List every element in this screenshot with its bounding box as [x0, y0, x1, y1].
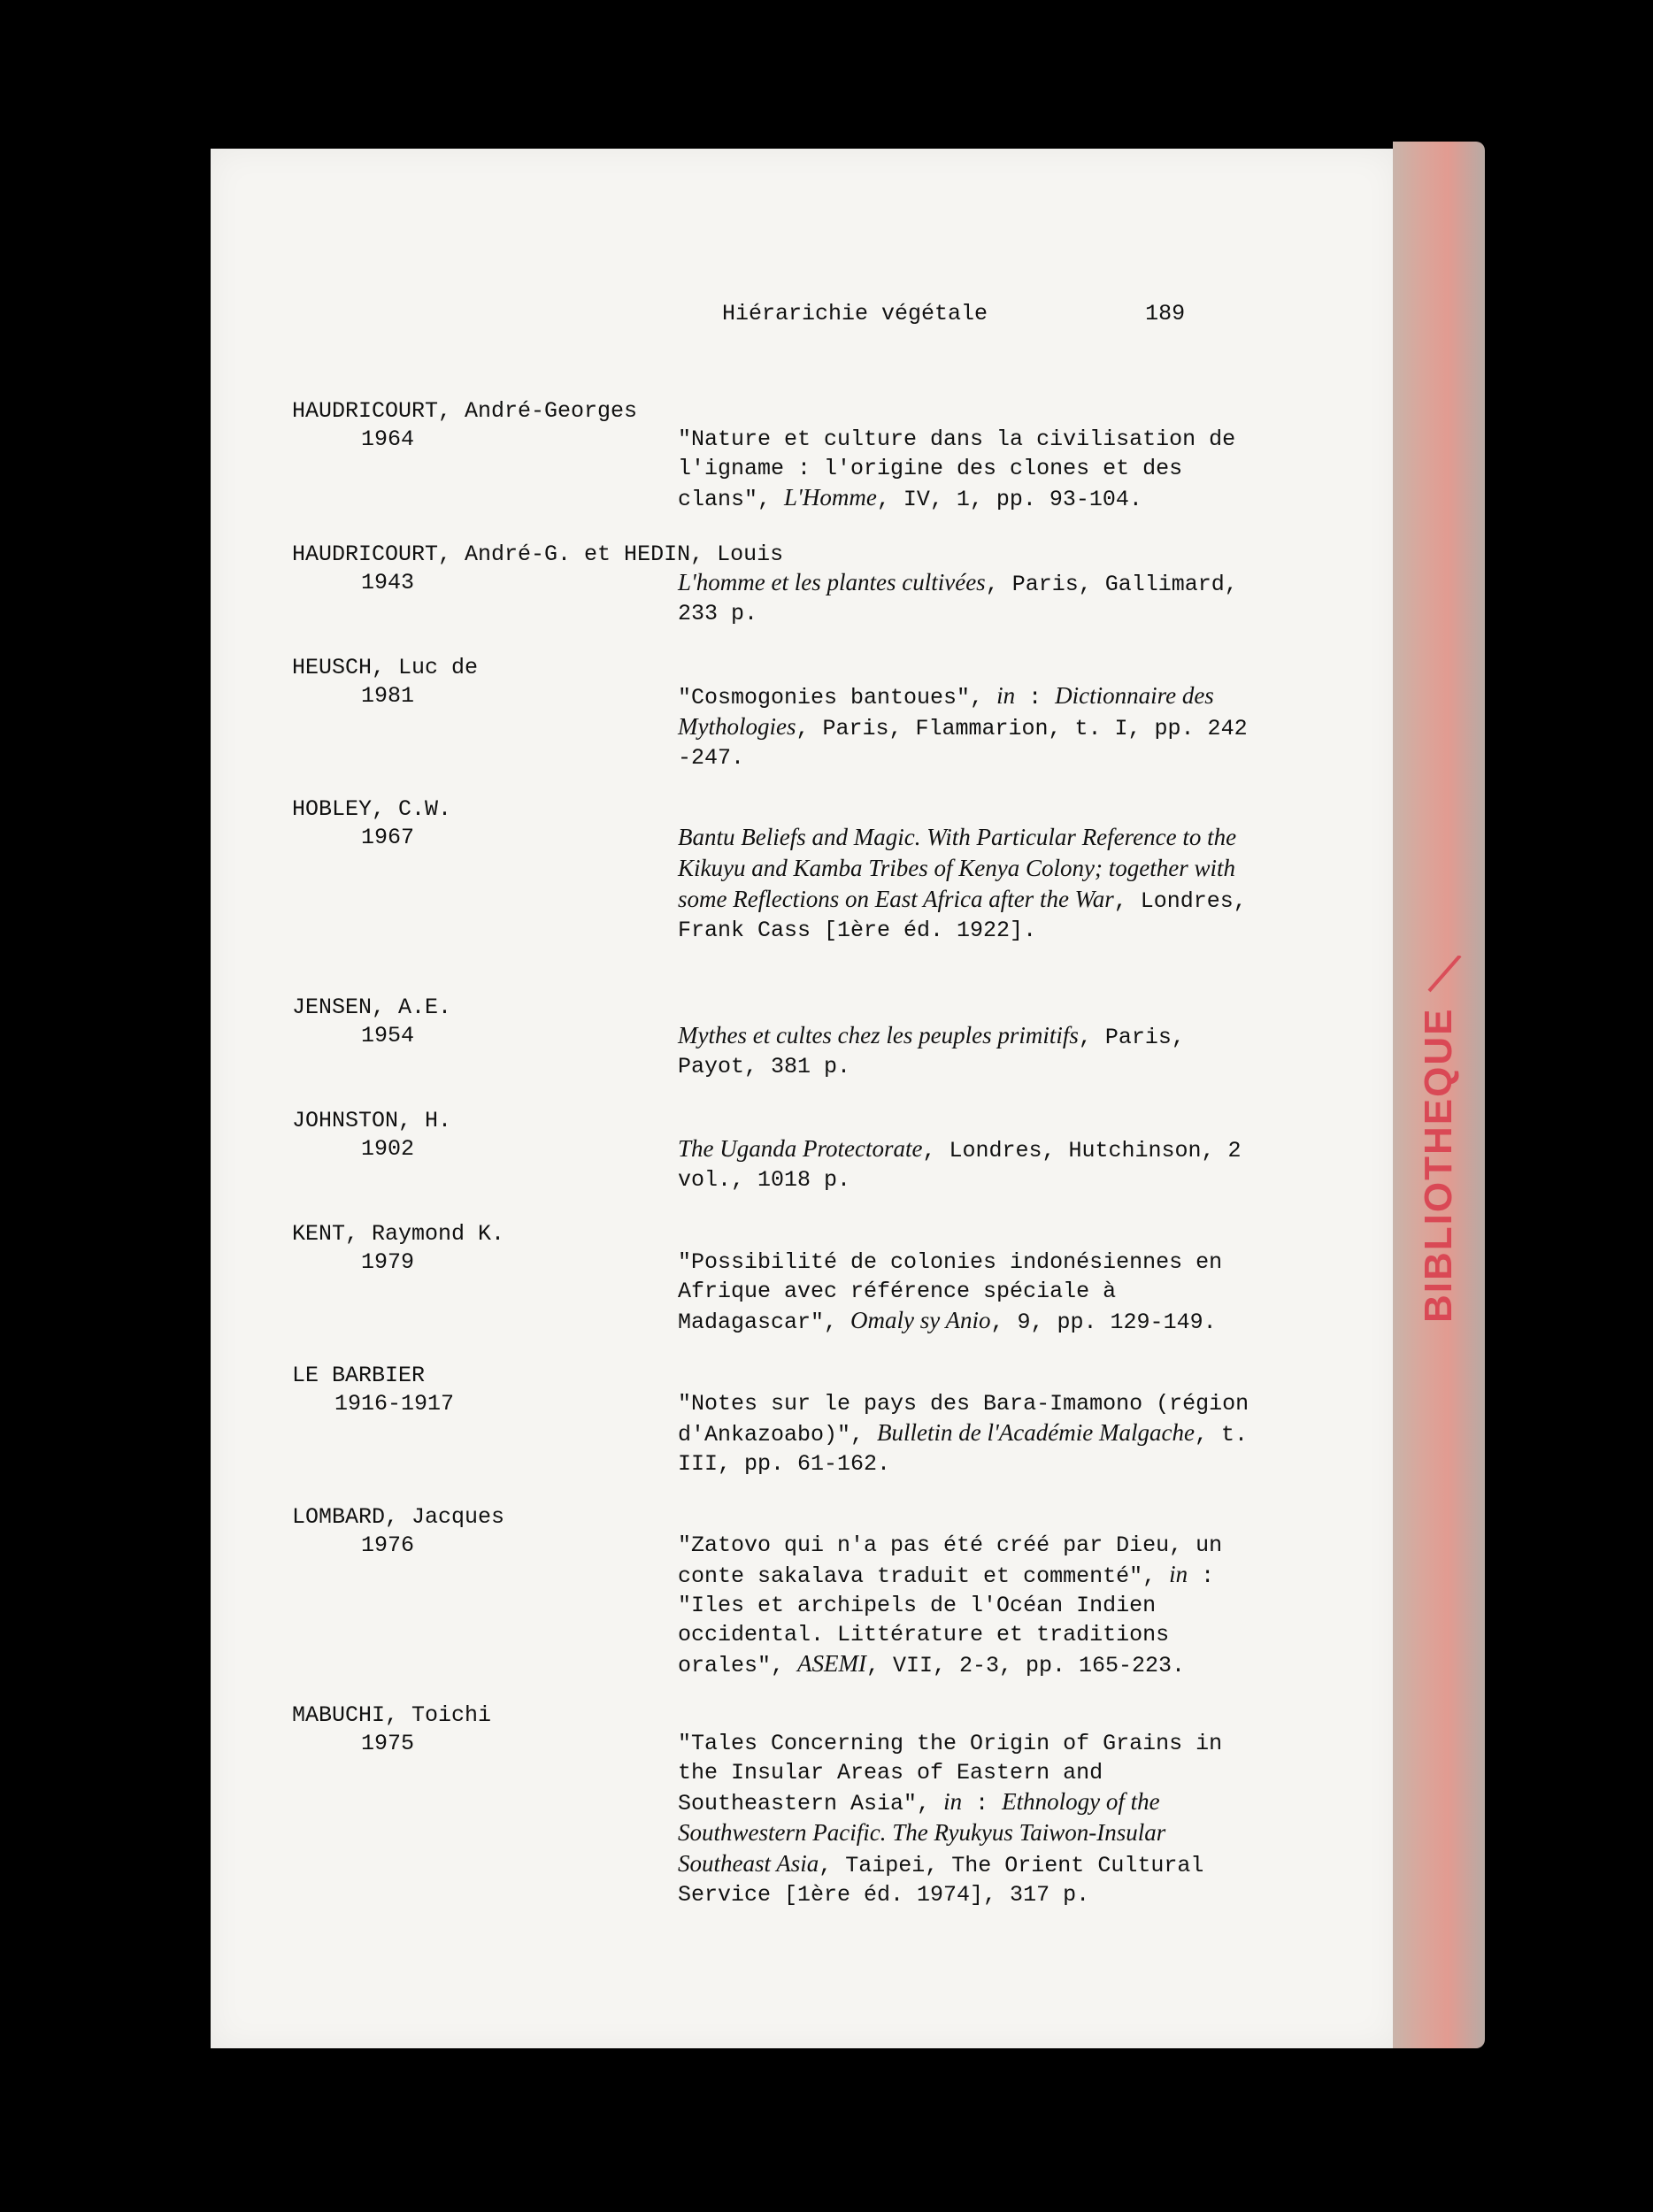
- entry-author-kent: KENT, Raymond K.: [292, 1221, 505, 1247]
- entry-author-hobley: HOBLEY, C.W.: [292, 796, 452, 822]
- entry-author-haudricourt-1964: HAUDRICOURT, André-Georges: [292, 398, 638, 424]
- reference-segment: "Possibilité de colonies indonésiennes en Afrique avec référence spéciale à Madagascar",: [678, 1249, 1223, 1335]
- reference-italic-segment: Bulletin de l'Académie Malgache: [877, 1419, 1195, 1446]
- entry-year-1943: 1943: [361, 570, 415, 595]
- reference-segment: :: [1015, 685, 1056, 710]
- entry-reference: [678, 681, 1262, 772]
- entry-reference: [678, 1021, 1262, 1081]
- entry-year-1916-1917: 1916-1917: [334, 1391, 455, 1417]
- library-stamp-text: BIBLIOTHEQUE: [1417, 1007, 1460, 1323]
- entry-year-1975: 1975: [361, 1731, 415, 1756]
- reference-italic-segment: Ethnology of the Southwestern Pacific. The Ryukyus Taiwon-Insular Southeast Asia: [678, 1788, 1166, 1877]
- reference-italic-segment: ASEMI: [797, 1650, 866, 1677]
- entry-reference: [678, 568, 1262, 628]
- entry-author-haudricourt-hedin: HAUDRICOURT, André-G. et HEDIN, Louis: [292, 541, 784, 567]
- reference-segment: "Nature et culture dans la civilisation de l'igname : l'origine des clones et des clans",: [678, 426, 1236, 512]
- reference-italic-segment: The Uganda Protectorate: [678, 1135, 923, 1162]
- entry-year-1979: 1979: [361, 1249, 415, 1275]
- reference-segment: : "Iles et archipels de l'Océan Indien occidental. Littérature et traditions orales",: [678, 1563, 1215, 1678]
- reference-italic-segment: Omaly sy Anio: [850, 1307, 991, 1333]
- reference-italic-segment: in: [943, 1788, 963, 1815]
- entry-reference: [678, 1729, 1262, 1909]
- reference-segment: , Paris, Payot, 381 p.: [678, 1025, 1185, 1079]
- entry-reference: [678, 1531, 1262, 1680]
- library-stamp: [1398, 956, 1478, 1327]
- reference-italic-segment: Dictionnaire des Mythologies: [678, 682, 1214, 740]
- reference-segment: , Paris, Gallimard, 233 p.: [678, 572, 1238, 626]
- entry-year-1981: 1981: [361, 683, 415, 709]
- reference-segment: , Londres, Hutchinson, 2 vol., 1018 p.: [678, 1138, 1242, 1193]
- entry-author-heusch: HEUSCH, Luc de: [292, 655, 479, 680]
- entry-author-lombard: LOMBARD, Jacques: [292, 1504, 505, 1530]
- running-header: [722, 301, 1185, 326]
- entry-reference: [678, 1389, 1262, 1479]
- entry-author-le-barbier: LE BARBIER: [292, 1363, 426, 1388]
- reference-segment: "Tales Concerning the Origin of Grains in the Insular Areas of Eastern and Southeastern Asia",: [678, 1731, 1223, 1816]
- entry-year-1954: 1954: [361, 1023, 415, 1048]
- running-header-title: Hiérarichie végétale: [722, 301, 988, 326]
- reference-italic-segment: in: [996, 682, 1016, 709]
- reference-italic-segment: L'homme et les plantes cultivées: [678, 569, 986, 595]
- page-number: 189: [1145, 301, 1186, 326]
- reference-segment: , VII, 2-3, pp. 165-223.: [866, 1653, 1186, 1678]
- entry-reference: [678, 823, 1262, 945]
- reference-segment: , 9, pp. 129-149.: [990, 1310, 1217, 1335]
- entry-author-johnston: JOHNSTON, H.: [292, 1108, 452, 1133]
- reference-segment: , Paris, Flammarion, t. I, pp. 242 -247.: [678, 716, 1248, 771]
- reference-segment: "Notes sur le pays des Bara-Imamono (région d'Ankazoabo)",: [678, 1391, 1249, 1448]
- reference-segment: "Zatovo qui n'a pas été créé par Dieu, un conte sakalava traduit et commenté",: [678, 1532, 1223, 1589]
- reference-italic-segment: Bantu Beliefs and Magic. With Particular Reference to the Kikuyu and Kamba Tribes of Kenya Colony; together with some Reflections on East Africa after the War: [678, 824, 1237, 912]
- reference-italic-segment: Mythes et cultes chez les peuples primitifs: [678, 1022, 1079, 1048]
- reference-segment: "Cosmogonies bantoues",: [678, 685, 997, 710]
- reference-segment: , Londres, Frank Cass [1ère éd. 1922].: [678, 888, 1247, 943]
- entry-author-jensen: JENSEN, A.E.: [292, 995, 452, 1020]
- entry-year-1967: 1967: [361, 825, 415, 850]
- reference-italic-segment: in: [1169, 1561, 1188, 1587]
- entry-author-mabuchi: MABUCHI, Toichi: [292, 1702, 492, 1728]
- entry-reference: [678, 1248, 1262, 1337]
- entry-year-1964: 1964: [361, 426, 415, 452]
- entry-year-1902: 1902: [361, 1136, 415, 1162]
- entry-reference: [678, 425, 1262, 514]
- entry-year-1976: 1976: [361, 1532, 415, 1558]
- reference-segment: , t. III, pp. 61-162.: [678, 1422, 1248, 1477]
- reference-segment: , Taipei, The Orient Cultural Service [1ère éd. 1974], 317 p.: [678, 1853, 1204, 1908]
- reference-segment: , IV, 1, pp. 93-104.: [876, 487, 1142, 512]
- entry-reference: [678, 1134, 1262, 1194]
- reference-segment: :: [962, 1791, 1003, 1816]
- reference-italic-segment: L'Homme: [784, 484, 877, 511]
